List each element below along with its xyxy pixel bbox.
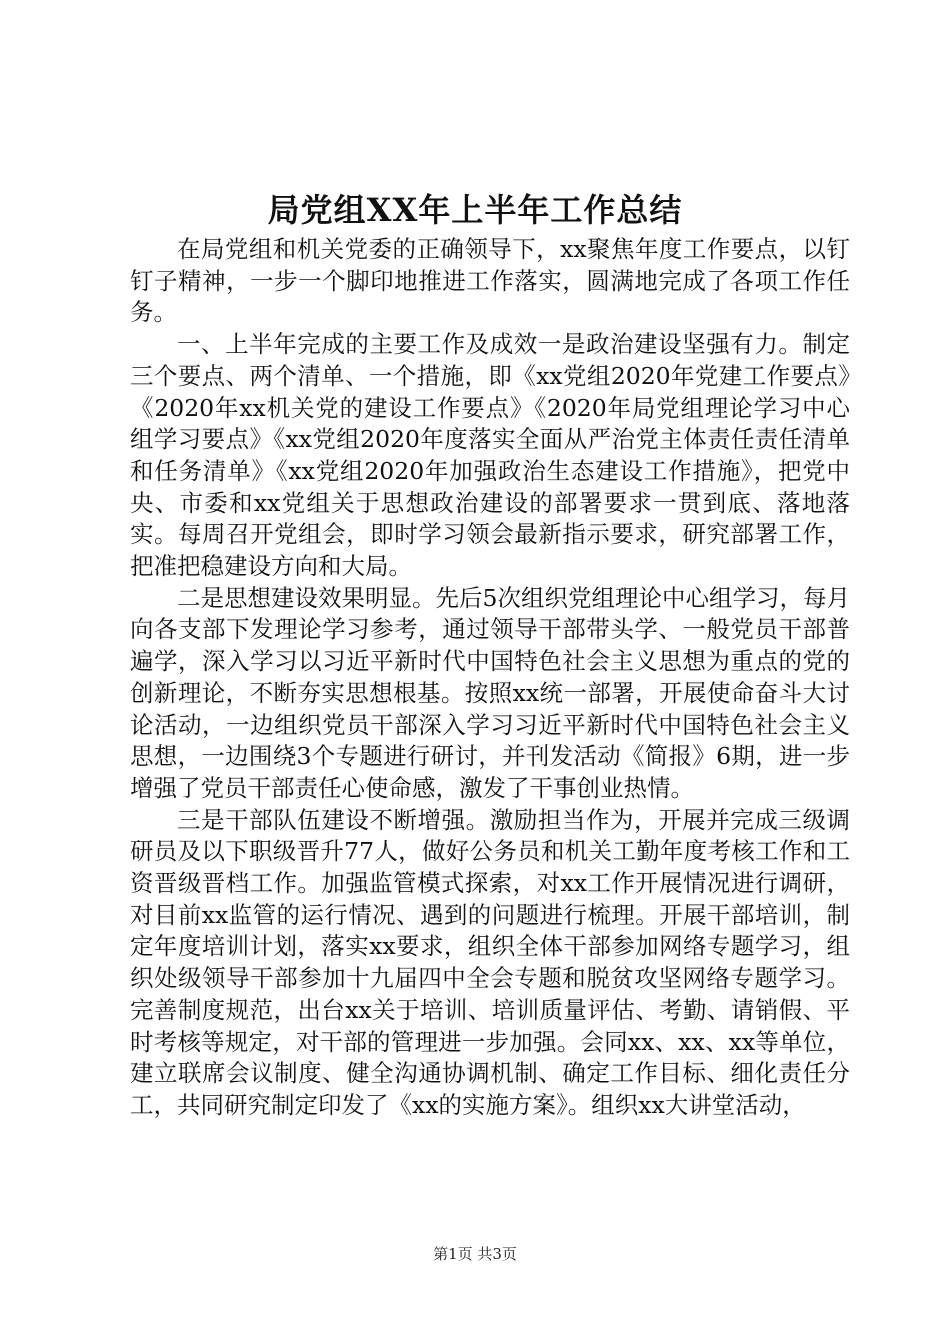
- document-title: 局党组XX年上半年工作总结: [267, 191, 683, 229]
- paragraph-cadre-building: 三是干部队伍建设不断增强。激励担当作为，开展并完成三级调研员及以下职级晋升77人，做好公务员和机关工勤年度考核工作和工资晋级晋档工作。加强监管模式探索，对xx工作开展情况进行调研，对目前xx监管的运行情况、遇到的问题进行梳理。开展干部培训，制定年度培训计划，落实xx要求，组织全体干部参加网络专题学习，组织处级领导干部参加十九届四中全会专题和脱贫攻坚网络专题学习。完善制度规范，出台xx关于培训、培训质量评估、考勤、请销假、平时考核等规定，对干部的管理进一步加强。会同xx、xx、xx等单位，建立联席会议制度、健全沟通协调机制、确定工作目标、细化责任分工，共同研究制定印发了《xx的实施方案》。组织xx大讲堂活动，: [130, 805, 850, 1119]
- paragraph-ideological-building: 二是思想建设效果明显。先后5次组织党组理论中心组学习，每月向各支部下发理论学习参考，通过领导干部带头学、一般党员干部普遍学，深入学习以习近平新时代中国特色社会主义思想为重点的党的创新理论，不断夯实思想根基。按照xx统一部署，开展使命奋斗大讨论活动，一边组织党员干部深入学习习近平新时代中国特色社会主义思想，一边围绕3个专题进行研讨，并刊发活动《简报》6期，进一步增强了党员干部责任心使命感，激发了干事创业热情。: [130, 583, 850, 802]
- page-footer: 第1页 共3页: [433, 1245, 517, 1263]
- paragraph-political-building: 一、上半年完成的主要工作及成效一是政治建设坚强有力。制定三个要点、两个清单、一个措施，即《xx党组2020年党建工作要点》《2020年xx机关党的建设工作要点》《2020年局党组理论学习中心组学习要点》《xx党组2020年度落实全面从严治党主体责任责任清单和任务清单》《xx党组2020年加强政治生态建设工作措施》，把党中央、市委和xx党组关于思想政治建设的部署要求一贯到底、落地落实。每周召开党组会，即时学习领会最新指示要求，研究部署工作，把准把稳建设方向和大局。: [130, 330, 850, 581]
- paragraph-intro: 在局党组和机关党委的正确领导下，xx聚焦年度工作要点，以钉钉子精神，一步一个脚印地推进工作落实，圆满地完成了各项工作任务。: [130, 235, 850, 327]
- document-body: [130, 234, 850, 1122]
